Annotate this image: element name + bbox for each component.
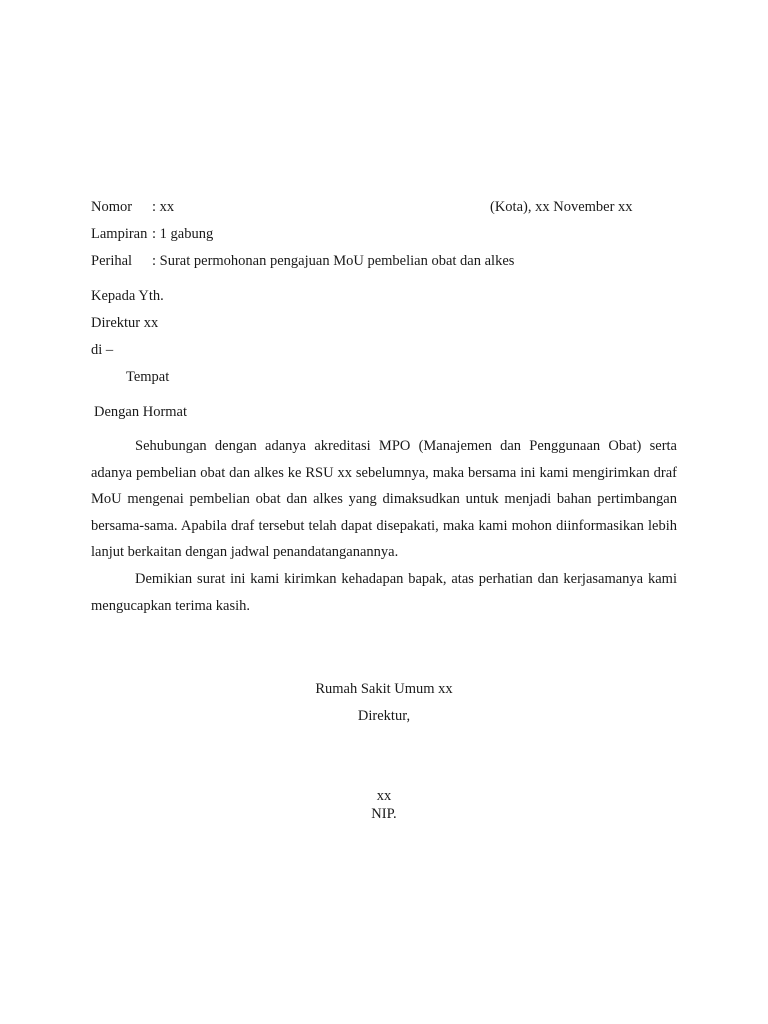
recipient-line-3: di – (91, 342, 114, 358)
signature-nip: NIP. (371, 806, 397, 822)
body-paragraph-2-text: Demikian surat ini kami kirimkan kehadapan bapak, atas perhatian dan kerjasamanya kami mengucapkan terima kasih. (91, 571, 677, 614)
body-paragraph-1-text: Sehubungan dengan adanya akreditasi MPO (Manajemen dan Penggunaan Obat) serta adanya pembelian obat dan alkes ke RSU xx sebelumnya, maka bersama ini kami mengirimkan draf MoU mengenai pembelian obat dan alkes yang dimaksudkan untuk menjadi bahan pertimbangan bersama-sama. Apabila draf tersebut telah dapat disepakati, maka kami mohon diinformasikan lebih lanjut berkaitan dengan jadwal penandatanganannya. (91, 438, 677, 561)
body-paragraph-2 (91, 566, 677, 619)
lampiran-label: Lampiran (91, 226, 148, 242)
signature-position: Direktur, (357, 708, 411, 724)
body-paragraph-1 (91, 433, 677, 566)
greeting: Dengan Hormat (94, 404, 188, 420)
perihal-value: : Surat permohonan pengajuan MoU pembelian obat dan alkes (152, 253, 515, 269)
recipient-line-4: Tempat (126, 369, 170, 385)
nomor-label: Nomor (91, 199, 133, 215)
signature-institution: Rumah Sakit Umum xx (315, 681, 453, 697)
perihal-label: Perihal (91, 253, 133, 269)
place-date: (Kota), xx November xx (490, 199, 633, 215)
recipient-line-2: Direktur xx (91, 315, 159, 331)
lampiran-value: : 1 gabung (152, 226, 214, 242)
nomor-value: : xx (152, 199, 175, 215)
recipient-line-1: Kepada Yth. (91, 288, 164, 304)
signature-name: xx (376, 788, 392, 804)
